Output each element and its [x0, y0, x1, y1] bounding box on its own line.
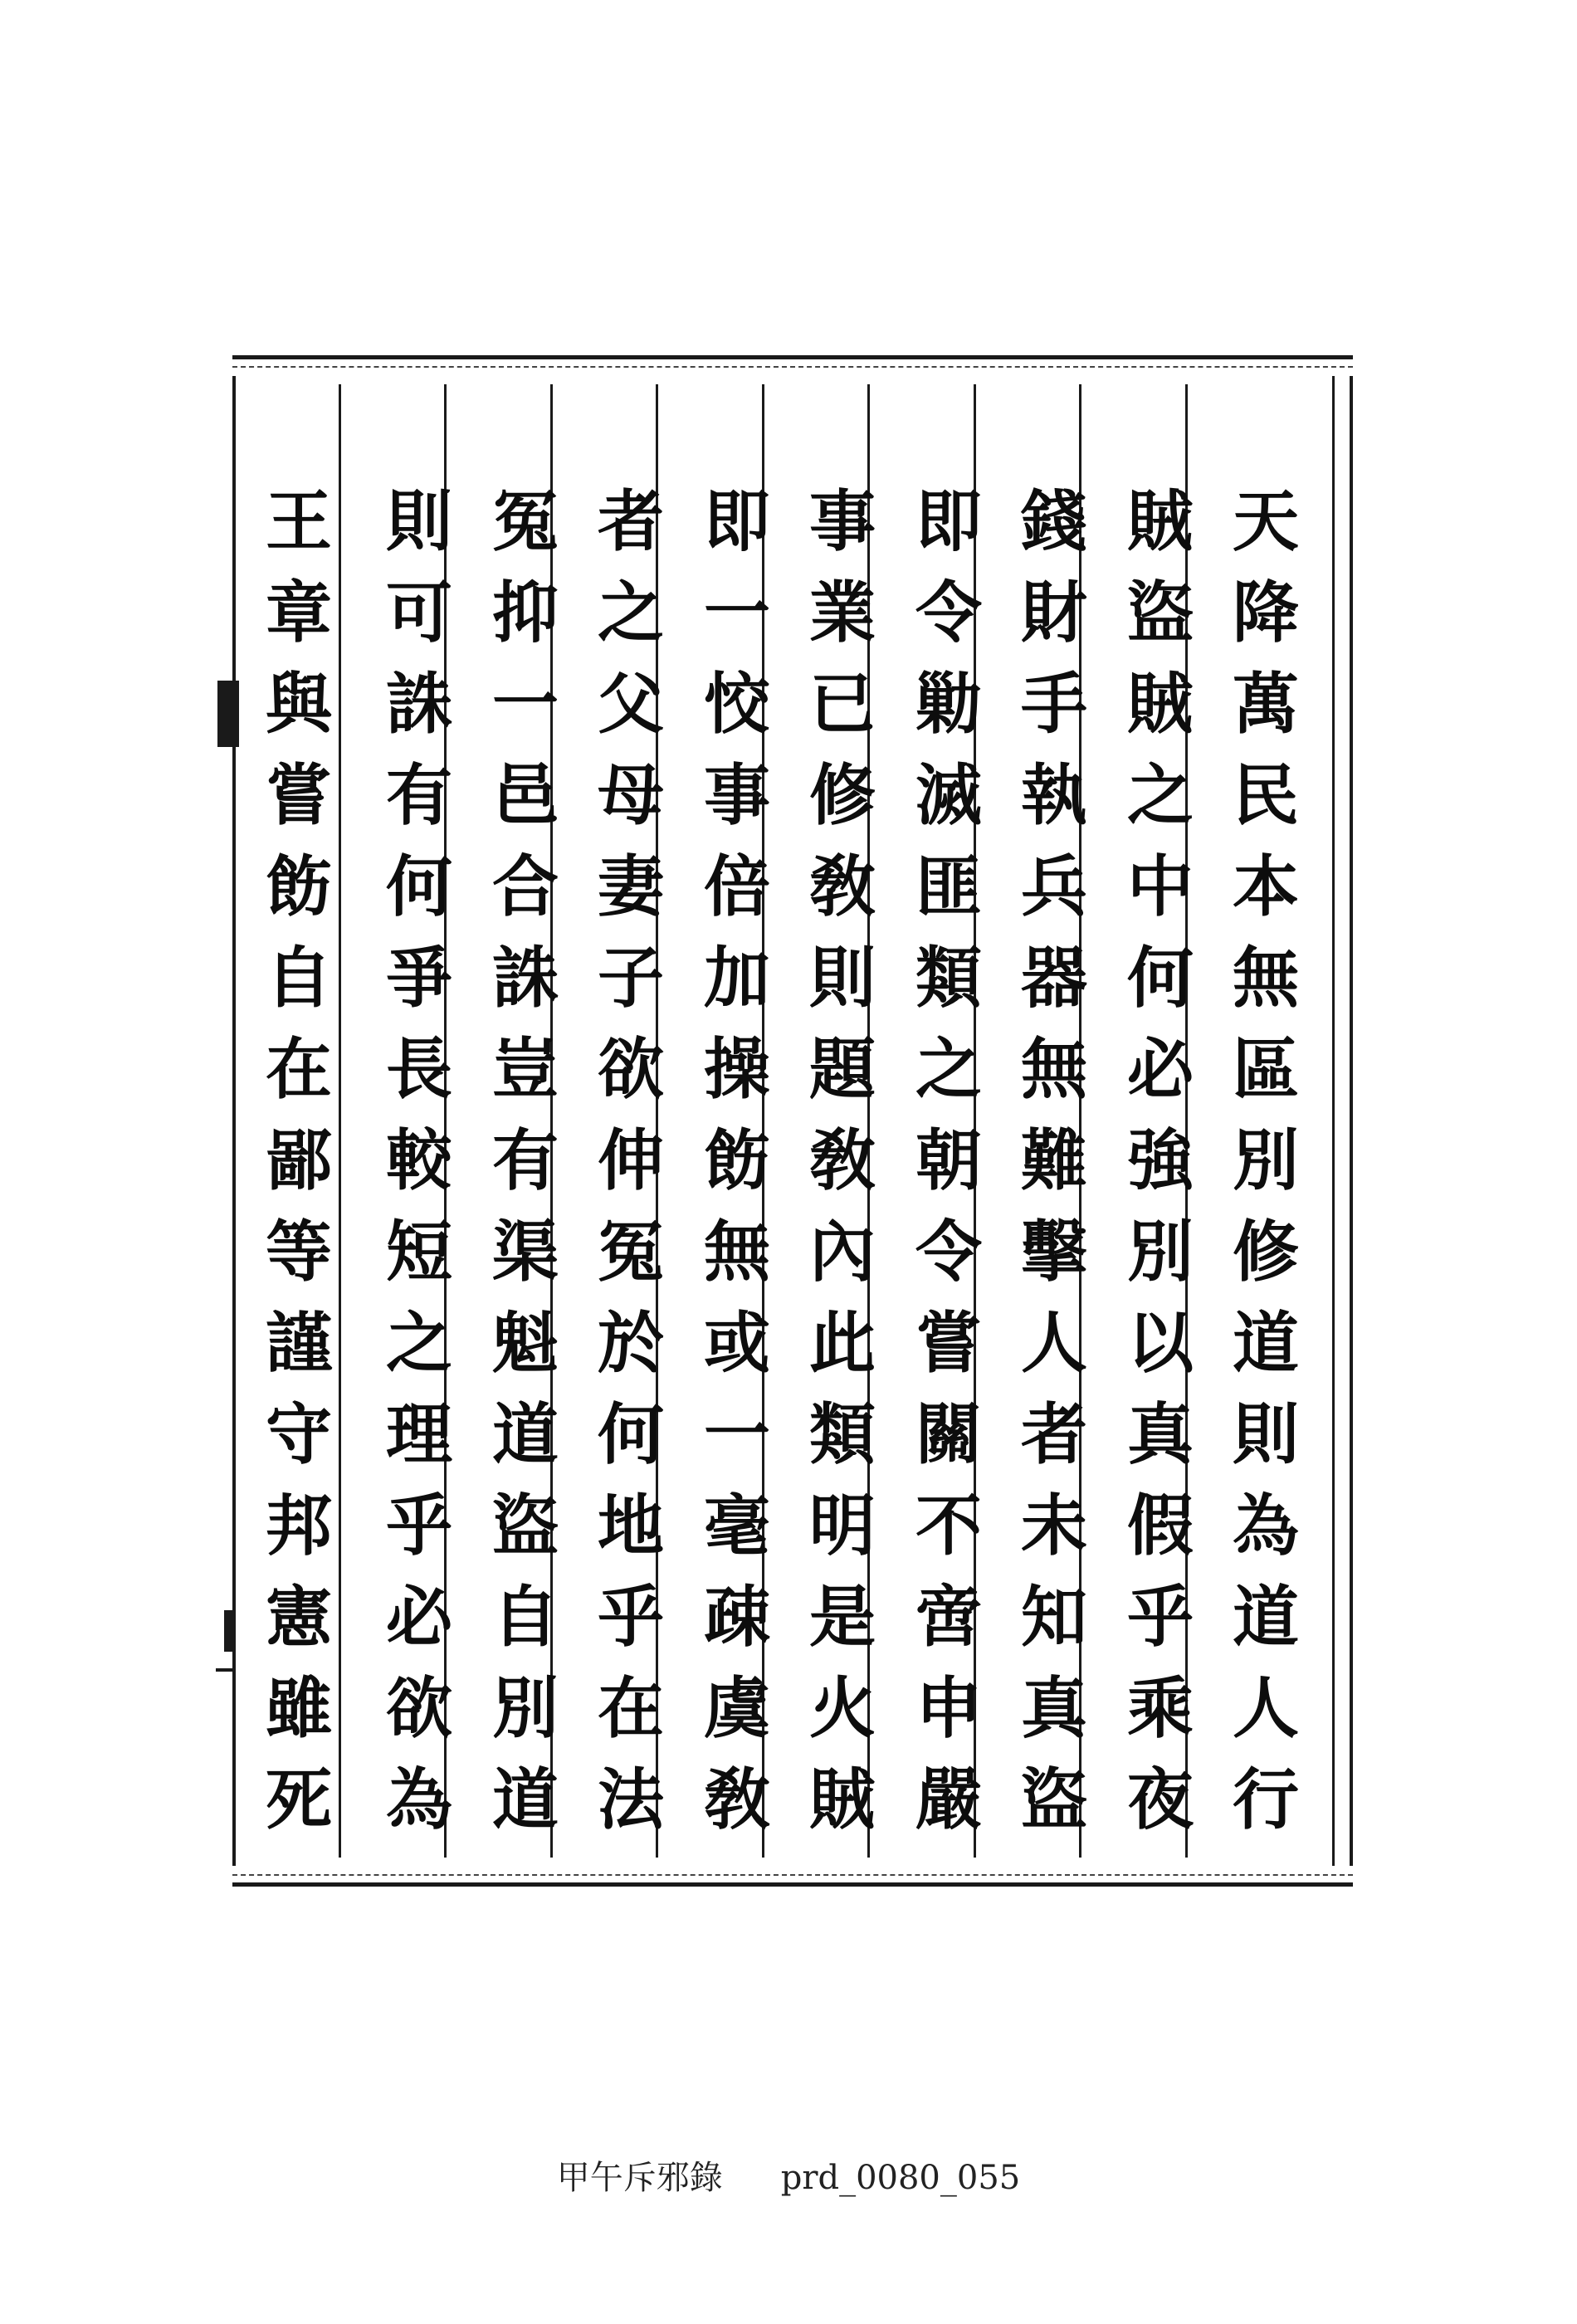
glyph: 欲: [598, 1030, 664, 1108]
glyph: 一: [704, 1395, 770, 1473]
text-column: [369, 476, 469, 1837]
glyph: 乎: [1127, 1578, 1194, 1656]
glyph: 無: [1021, 1030, 1087, 1108]
glyph: 別: [492, 1669, 559, 1747]
glyph: 憲: [266, 1578, 332, 1656]
glyph: 渠: [492, 1213, 559, 1291]
glyph: 於: [598, 1304, 664, 1382]
glyph: 夜: [1127, 1760, 1194, 1837]
glyph: 何: [1127, 939, 1194, 1017]
glyph: 有: [386, 756, 452, 834]
glyph: 賊: [1127, 482, 1194, 560]
glyph: 乎: [386, 1487, 452, 1565]
glyph: 擊: [1021, 1213, 1087, 1291]
glyph: 盜: [1127, 574, 1194, 652]
glyph: 豈: [492, 1030, 559, 1108]
glyph: 中: [1127, 847, 1194, 925]
glyph: 伸: [598, 1121, 664, 1199]
text-column: [1111, 476, 1210, 1837]
glyph: 滅: [915, 756, 982, 834]
text-column: [1216, 476, 1316, 1837]
glyph: 妻: [598, 847, 664, 925]
glyph: 法: [598, 1760, 664, 1837]
glyph: 在: [266, 1030, 332, 1108]
glyph: 事: [809, 482, 876, 560]
glyph: 欲: [386, 1669, 452, 1747]
glyph: 行: [1233, 1760, 1299, 1837]
glyph: 則: [386, 482, 452, 560]
glyph: 毫: [704, 1487, 770, 1565]
glyph: 真: [1127, 1395, 1194, 1473]
glyph: 冤: [492, 482, 559, 560]
glyph: 邑: [492, 756, 559, 834]
text-column: [249, 476, 349, 1837]
glyph: 類: [809, 1395, 876, 1473]
glyph: 倍: [704, 847, 770, 925]
glyph: 之: [386, 1304, 452, 1382]
frame-bottom-rule: [232, 1874, 1353, 1876]
glyph: 王: [266, 482, 332, 560]
glyph: 為: [1233, 1487, 1299, 1565]
glyph: 邦: [266, 1487, 332, 1565]
glyph: 章: [266, 574, 332, 652]
glyph: 兵: [1021, 847, 1087, 925]
glyph: 地: [598, 1487, 664, 1565]
footer-book-title: 甲午斥邪錄: [556, 2159, 723, 2197]
text-column: [793, 476, 892, 1837]
glyph: 業: [809, 574, 876, 652]
glyph: 此: [809, 1304, 876, 1382]
text-column: [687, 476, 787, 1837]
glyph: 何: [386, 847, 452, 925]
binding-margin-mark: [217, 681, 239, 747]
glyph: 啻: [915, 1578, 982, 1656]
glyph: 道: [1233, 1578, 1299, 1656]
page-footer: [0, 2151, 1577, 2199]
glyph: 等: [266, 1213, 332, 1291]
glyph: 必: [386, 1578, 452, 1656]
glyph: 守: [266, 1395, 332, 1473]
glyph: 在: [598, 1669, 664, 1747]
glyph: 恔: [704, 665, 770, 743]
glyph: 者: [1021, 1395, 1087, 1473]
glyph: 令: [915, 1213, 982, 1291]
glyph: 修: [1233, 1213, 1299, 1291]
glyph: 飭: [266, 847, 332, 925]
glyph: 合: [492, 847, 559, 925]
glyph: 雖: [266, 1669, 332, 1747]
text-column: [899, 476, 998, 1837]
glyph: 盜: [492, 1487, 559, 1565]
glyph: 加: [704, 939, 770, 1017]
glyph: 無: [704, 1213, 770, 1291]
glyph: 嚴: [915, 1760, 982, 1837]
glyph: 勦: [915, 665, 982, 743]
glyph: 執: [1021, 756, 1087, 834]
glyph: 未: [1021, 1487, 1087, 1565]
glyph: 賊: [809, 1760, 876, 1837]
glyph: 道: [492, 1760, 559, 1837]
glyph: 必: [1127, 1030, 1194, 1108]
frame-right-inner-edge: [1332, 376, 1335, 1866]
glyph: 之: [915, 1030, 982, 1108]
glyph: 盜: [1021, 1760, 1087, 1837]
binding-margin-mark: [224, 1610, 232, 1652]
glyph: 賊: [1127, 665, 1194, 743]
text-column: [476, 476, 575, 1837]
glyph: 不: [915, 1487, 982, 1565]
glyph: 明: [809, 1487, 876, 1565]
glyph: 朝: [915, 1121, 982, 1199]
glyph: 本: [1233, 847, 1299, 925]
page-border-frame: [232, 355, 1353, 1887]
glyph: 者: [598, 482, 664, 560]
frame-left-edge: [232, 376, 236, 1866]
glyph: 令: [915, 574, 982, 652]
text-column: [1004, 476, 1104, 1837]
glyph: 民: [1233, 756, 1299, 834]
glyph: 為: [386, 1760, 452, 1837]
glyph: 類: [915, 939, 982, 1017]
glyph: 子: [598, 939, 664, 1017]
glyph: 器: [1021, 939, 1087, 1017]
glyph: 錢: [1021, 482, 1087, 560]
glyph: 之: [1127, 756, 1194, 834]
glyph: 降: [1233, 574, 1299, 652]
glyph: 一: [704, 574, 770, 652]
glyph: 人: [1021, 1304, 1087, 1382]
glyph: 手: [1021, 665, 1087, 743]
glyph: 萬: [1233, 665, 1299, 743]
glyph: 與: [266, 665, 332, 743]
glyph: 操: [704, 1030, 770, 1108]
glyph: 疎: [704, 1578, 770, 1656]
glyph: 自: [492, 1578, 559, 1656]
glyph: 嘗: [266, 756, 332, 834]
glyph: 自: [266, 939, 332, 1017]
glyph: 無: [1233, 939, 1299, 1017]
glyph: 知: [1021, 1578, 1087, 1656]
glyph: 區: [1233, 1030, 1299, 1108]
glyph: 飭: [704, 1121, 770, 1199]
glyph: 假: [1127, 1487, 1194, 1565]
glyph: 火: [809, 1669, 876, 1747]
glyph: 題: [809, 1030, 876, 1108]
footer-page-id: prd_0080_055: [780, 2159, 1021, 2197]
glyph: 較: [386, 1121, 452, 1199]
glyph: 爭: [386, 939, 452, 1017]
glyph: 短: [386, 1213, 452, 1291]
glyph: 事: [704, 756, 770, 834]
glyph: 抑: [492, 574, 559, 652]
glyph: 乘: [1127, 1669, 1194, 1747]
glyph: 謹: [266, 1304, 332, 1382]
glyph: 修: [809, 756, 876, 834]
frame-right-edge: [1350, 376, 1353, 1866]
glyph: 別: [1233, 1121, 1299, 1199]
glyph: 內: [809, 1213, 876, 1291]
glyph: 則: [809, 939, 876, 1017]
glyph: 可: [386, 574, 452, 652]
glyph: 或: [704, 1304, 770, 1382]
glyph: 虞: [704, 1669, 770, 1747]
glyph: 理: [386, 1395, 452, 1473]
glyph: 強: [1127, 1121, 1194, 1199]
glyph: 乎: [598, 1578, 664, 1656]
text-column: [581, 476, 681, 1837]
glyph: 道: [1233, 1304, 1299, 1382]
glyph: 以: [1127, 1304, 1194, 1382]
glyph: 敎: [809, 847, 876, 925]
glyph: 已: [809, 665, 876, 743]
glyph: 長: [386, 1030, 452, 1108]
glyph: 是: [809, 1578, 876, 1656]
glyph: 敎: [704, 1760, 770, 1837]
glyph: 難: [1021, 1121, 1087, 1199]
glyph: 道: [492, 1395, 559, 1473]
glyph: 財: [1021, 574, 1087, 652]
glyph: 敎: [809, 1121, 876, 1199]
glyph: 則: [1233, 1395, 1299, 1473]
glyph: 別: [1127, 1213, 1194, 1291]
glyph: 鄙: [266, 1121, 332, 1199]
glyph: 即: [915, 482, 982, 560]
glyph: 魁: [492, 1304, 559, 1382]
glyph: 申: [915, 1669, 982, 1747]
glyph: 即: [704, 482, 770, 560]
glyph: 人: [1233, 1669, 1299, 1747]
glyph: 有: [492, 1121, 559, 1199]
glyph: 何: [598, 1395, 664, 1473]
binding-margin-mark: [216, 1668, 236, 1672]
glyph: 關: [915, 1395, 982, 1473]
glyph: 誅: [492, 939, 559, 1017]
glyph: 一: [492, 665, 559, 743]
glyph: 母: [598, 756, 664, 834]
glyph: 真: [1021, 1669, 1087, 1747]
glyph: 誅: [386, 665, 452, 743]
glyph: 之: [598, 574, 664, 652]
glyph: 死: [266, 1760, 332, 1837]
glyph: 冤: [598, 1213, 664, 1291]
glyph: 匪: [915, 847, 982, 925]
glyph: 天: [1233, 482, 1299, 560]
glyph: 父: [598, 665, 664, 743]
frame-top-rule: [232, 366, 1353, 368]
glyph: 嘗: [915, 1304, 982, 1382]
